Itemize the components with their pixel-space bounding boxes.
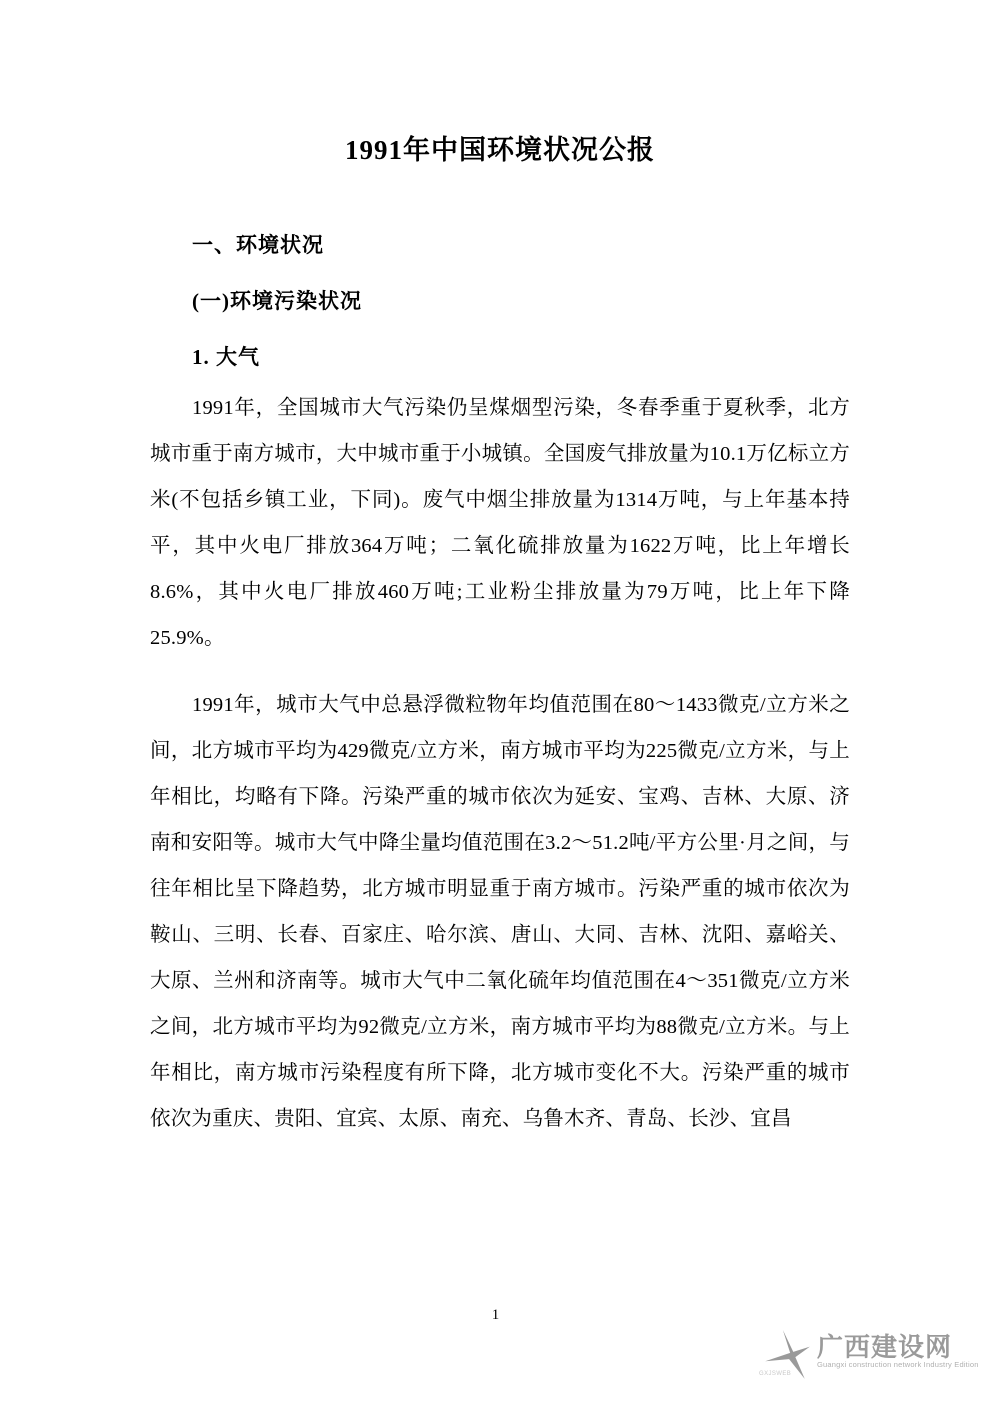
section-heading: 一、环境状况: [192, 233, 324, 257]
item-heading: 1. 大气: [192, 345, 260, 369]
page-number: 1: [491, 1307, 500, 1323]
watermark: [757, 1327, 979, 1385]
subsection-heading: (一)环境污染状况: [192, 289, 362, 313]
watermark-sub-text: Guangxi construction network Industry Edition: [817, 1360, 979, 1369]
page-content: [150, 0, 850, 1162]
body-paragraph-1: 1991年，全国城市大气污染仍呈煤烟型污染，冬春季重于夏秋季，北方城市重于南方城市，大中城市重于小城镇。全国废气排放量为10.1万亿标立方米(不包括乡镇工业，下同)。废气中烟尘排放量为1314万吨，与上年基本持平，其中火电厂排放364万吨；二氧化硫排放量为1622万吨，比上年增长8.6%，其中火电厂排放460万吨;工业粉尘排放量为79万吨，比上年下降25.9%。: [150, 397, 850, 649]
watermark-main-text: 广西建设网: [817, 1332, 953, 1362]
watermark-tiny-text: GXJSWEB: [759, 1371, 792, 1377]
body-paragraph-2: 1991年，城市大气中总悬浮微粒物年均值范围在80～1433微克/立方米之间，北方城市平均为429微克/立方米，南方城市平均为225微克/立方米，与上年相比，均略有下降。污染严重的城市依次为延安、宝鸡、吉林、大原、济南和安阳等。城市大气中降尘量均值范围在3.2～51.2吨/平方公里·月之间，与往年相比呈下降趋势，北方城市明显重于南方城市。污染严重的城市依次为鞍山、三明、长春、百家庄、哈尔滨、唐山、大同、吉林、沈阳、嘉峪关、大原、兰州和济南等。城市大气中二氧化硫年均值范围在4～351微克/立方米之间，北方城市平均为92微克/立方米，南方城市平均为88微克/立方米。与上年相比，南方城市污染程度有所下降，北方城市变化不大。污染严重的城市依次为重庆、贵阳、宜宾、太原、南充、乌鲁木齐、青岛、长沙、宜昌: [150, 693, 850, 1130]
page-title: 1991年中国环境状况公报: [345, 135, 655, 165]
